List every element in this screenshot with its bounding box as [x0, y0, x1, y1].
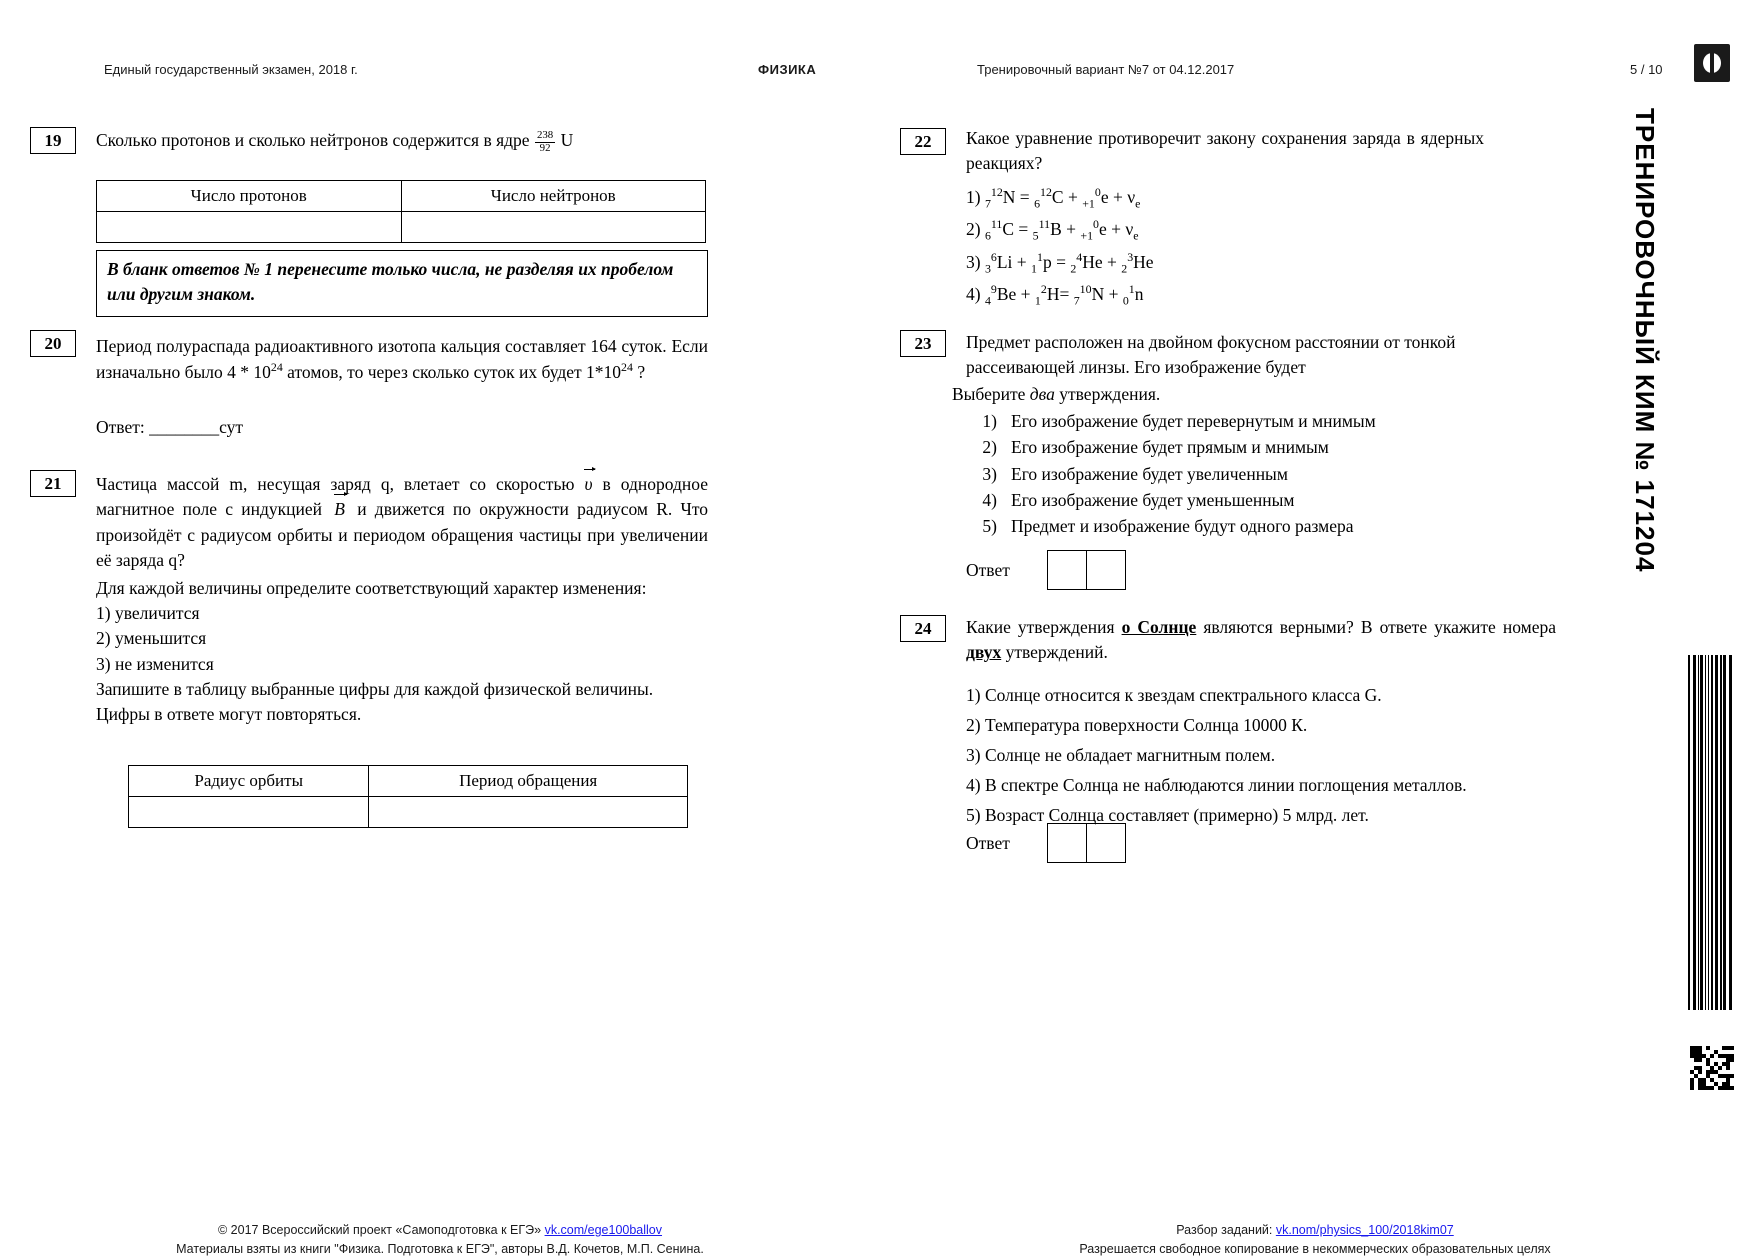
- task-24-answer-row: [966, 823, 1126, 863]
- nuclide-mass-number: 238: [536, 129, 554, 142]
- list-item[interactable]: [955, 461, 1515, 487]
- induction-vector-symbol: B: [334, 497, 345, 522]
- footer-link-vk[interactable]: vk.com/ege100ballov: [544, 1223, 663, 1237]
- option-number: 1): [982, 411, 997, 431]
- task-21-para2: Для каждой величины определите соответствующий характер изменения:: [96, 577, 647, 598]
- table-row: [97, 181, 706, 212]
- task-19-prompt: Сколько протонов и сколько нейтронов содержится в ядре: [96, 130, 530, 150]
- task-21-p2b: и движется по окружности радиусом R.: [357, 499, 673, 520]
- task-24-qb: являются верными? В ответе укажите номера: [1196, 617, 1556, 637]
- list-item[interactable]: [955, 434, 1515, 460]
- nuclide-symbol: U: [560, 130, 574, 150]
- list-item[interactable]: [955, 408, 1515, 434]
- nuclide-atomic-number: 92: [539, 141, 551, 154]
- task-21-option-3: 3) не изменится: [96, 653, 214, 674]
- task-number-22: 22: [900, 128, 946, 155]
- option-label: Предмет и изображение будут одного размера: [1011, 516, 1354, 536]
- vertical-kim-title: ТРЕНИРОВОЧНЫЙ КИМ № 171204: [1630, 108, 1660, 573]
- option-number: 5): [982, 516, 997, 536]
- option-label: Его изображение будет перевернутым и мнимым: [1011, 411, 1376, 431]
- task-20-line1: Период полураспада радиоактивного изотопа кальция составляет 164 суток.: [96, 336, 667, 356]
- list-item[interactable]: 1) Солнце относится к звездам спектрального класса G.: [966, 685, 1382, 705]
- task-19-answer-table: [96, 180, 706, 243]
- task-20-line3b: ?: [632, 362, 646, 383]
- task-23-instruction-a: Выберите: [952, 384, 1030, 404]
- option-label: Его изображение будет прямым и мнимым: [1011, 437, 1329, 458]
- task-21-text: [96, 472, 708, 728]
- option-label: Его изображение будет уменьшенным: [1011, 489, 1295, 510]
- task-19-text: [96, 128, 716, 154]
- task-20-line2a: Если изначально было 4 * 10: [96, 336, 709, 383]
- answer-label: Ответ: [966, 559, 1010, 580]
- list-item[interactable]: [955, 487, 1515, 513]
- task-21-p1b: в однородное: [602, 474, 709, 494]
- table-row: [129, 797, 688, 828]
- list-item[interactable]: [955, 513, 1515, 539]
- task-number-23: 23: [900, 330, 946, 357]
- task-number-21: 21: [30, 470, 76, 497]
- task-20-line2b: атомов, то через сколько суток их будет: [282, 362, 582, 383]
- task-number-24: 24: [900, 615, 946, 642]
- cell-orbit-radius-value[interactable]: [129, 797, 369, 828]
- answer-cell-2[interactable]: [1086, 550, 1126, 590]
- task-23-text: Предмет расположен на двойном фокусном расстоянии от тонкой рассеивающей линзы. Его изображение будет: [966, 332, 1456, 378]
- header-variant: Тренировочный вариант №7 от 04.12.2017: [977, 62, 1235, 77]
- list-item[interactable]: 2) Температура поверхности Солнца 10000 К.: [966, 715, 1308, 736]
- task-24-qc: утверждений.: [1001, 642, 1108, 663]
- footer-right-line1: [1010, 1221, 1620, 1240]
- task-24-text: [966, 615, 1556, 666]
- col-header-neutrons: Число нейтронов: [401, 181, 706, 212]
- task-22-equation-4: 4) $_4^9$Be + $_1^2$H= $_7^{10}$N + $_0^1$n: [966, 282, 1144, 308]
- barcode: [1688, 655, 1732, 1010]
- task-24-statements: [966, 680, 1556, 830]
- task-21-para3: Запишите в таблицу выбранные цифры для каждой физической величины.: [96, 679, 654, 699]
- answer-label: Ответ: [966, 832, 1010, 853]
- header-exam-title: Единый государственный экзамен, 2018 г.: [104, 62, 358, 77]
- task-22-text: Какое уравнение противоречит закону сохранения заряда в ядерных реакциях?: [966, 128, 1484, 174]
- list-item[interactable]: 3) Солнце не обладает магнитным полем.: [966, 745, 1276, 766]
- footer-left-line2: Материалы взяты из книги "Физика. Подготовка к ЕГЭ", авторы В.Д. Кочетов, М.П. Сенина.: [176, 1241, 704, 1256]
- task-19-nuclide-fraction: [535, 130, 555, 154]
- task-number-19: 19: [30, 127, 76, 154]
- task-20-exp2: 24: [621, 360, 633, 375]
- task-21-option-1: 1) увеличится: [96, 602, 200, 623]
- footer-right: [1010, 1221, 1620, 1259]
- answer-cells: [1048, 823, 1126, 863]
- task-21-p1a: Частица массой m, несущая заряд q, влетает со скоростью: [96, 474, 575, 494]
- task-21-p3: Что произойдёт с радиусом орбиты и периодом обращения частицы при увеличении её заряда q?: [96, 499, 709, 571]
- task-23-options: [955, 408, 1515, 539]
- table-row: [129, 766, 688, 797]
- task-22-equation-2: 2) $_6^{11}C = _5^{11}B + _{+1}^0e + \nu_e$: [966, 217, 1139, 243]
- task-24-highlight-sun: о Солнце: [1121, 617, 1197, 637]
- task-number-20: 20: [30, 330, 76, 357]
- cell-period-value[interactable]: [369, 797, 688, 828]
- task-20-exp1: 24: [270, 360, 283, 375]
- task-20-text: [96, 334, 708, 386]
- answer-cell-2[interactable]: [1086, 823, 1126, 863]
- task-23-instruction-b: утверждения.: [1054, 384, 1161, 404]
- task-21-p2a: магнитное поле с индукцией: [96, 499, 322, 520]
- answer-cell-1[interactable]: [1047, 550, 1087, 590]
- footer-left: [120, 1221, 760, 1259]
- answer-cells: [1048, 550, 1126, 590]
- option-number: 3): [982, 463, 997, 484]
- footer-right-line2: Разрешается свободное копирование в некоммерческих образовательных целях: [1079, 1241, 1551, 1256]
- task-21-para1: [96, 472, 708, 574]
- col-header-period: Период обращения: [369, 766, 688, 797]
- task-24-qa: Какие утверждения: [966, 617, 1122, 637]
- list-item[interactable]: 4) В спектре Солнца не наблюдаются линии поглощения металлов.: [966, 775, 1467, 796]
- task-21-option-2: 2) уменьшится: [96, 628, 207, 649]
- qr-code: [1690, 1046, 1734, 1090]
- task-19-note: В бланк ответов № 1 перенесите только числа, не разделяя их пробелом или другим знаком.: [96, 250, 708, 317]
- task-23-instruction-italic: два: [1029, 384, 1055, 404]
- velocity-vector-symbol: υ: [584, 472, 592, 497]
- cell-protons-value[interactable]: [97, 212, 402, 243]
- task-24-highlight-two: двух: [966, 642, 1002, 663]
- task-20-line3a: 1*10: [586, 362, 622, 383]
- task-22-equations: [966, 182, 1486, 311]
- task-21-answer-table: [128, 765, 688, 828]
- option-label: Его изображение будет увеличенным: [1011, 463, 1288, 484]
- footer-solutions-label: Разбор заданий:: [1176, 1223, 1276, 1237]
- answer-cell-1[interactable]: [1047, 823, 1087, 863]
- col-header-orbit-radius: Радиус орбиты: [129, 766, 369, 797]
- footer-copyright: © 2017 Всероссийский проект «Самоподготовка к ЕГЭ»: [217, 1223, 545, 1237]
- list-item[interactable]: 5) Возраст Солнца составляет (примерно) 5 млрд. лет.: [966, 805, 1369, 826]
- cell-neutrons-value[interactable]: [401, 212, 706, 243]
- task-21-para4: Цифры в ответе могут повторяться.: [96, 704, 362, 725]
- footer-link-solutions[interactable]: vk.nom/physics_100/2018kim07: [1275, 1223, 1454, 1237]
- task-22-equation-1: 1) $_7^{12}N = _6^{12}C + _{+1}^0e + \nu_e$: [966, 185, 1141, 211]
- col-header-protons: Число протонов: [97, 181, 402, 212]
- table-row: [97, 212, 706, 243]
- option-number: 2): [982, 437, 997, 458]
- task-23-answer-row: [966, 550, 1126, 590]
- option-number: 4): [982, 489, 997, 510]
- header-page-number: 5 / 10: [1630, 62, 1663, 77]
- document-mark-icon: [1694, 44, 1730, 82]
- task-20-answer-line[interactable]: Ответ: ________сут: [96, 417, 244, 437]
- task-23-instruction: [952, 382, 1492, 407]
- task-22-equation-3: 3) $_3^6$Li + $_1^1$p = $_2^4$He + $_2^3$He: [966, 249, 1154, 276]
- footer-left-line1: [120, 1221, 760, 1240]
- header-subject: ФИЗИКА: [758, 62, 817, 77]
